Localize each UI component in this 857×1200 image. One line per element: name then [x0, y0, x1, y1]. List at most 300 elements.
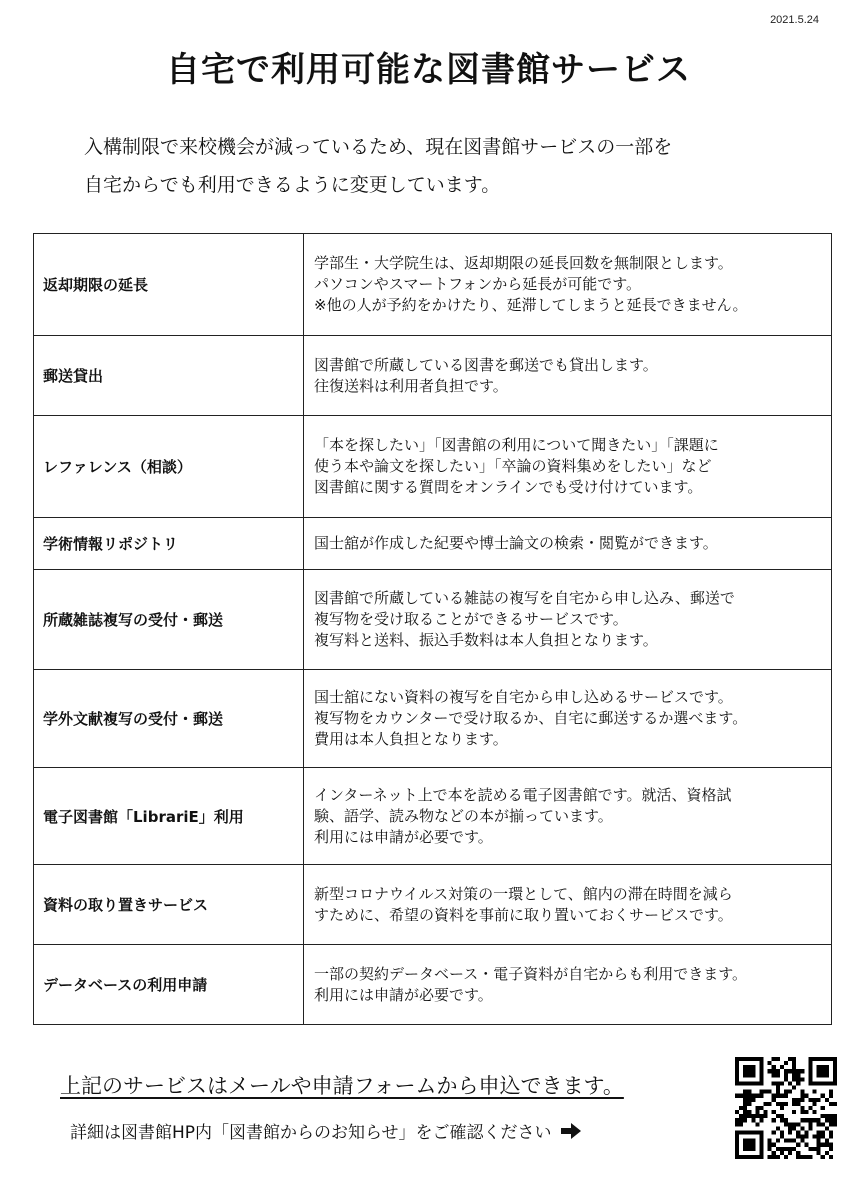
qr-module — [792, 1061, 796, 1065]
qr-module — [813, 1118, 817, 1122]
qr-module — [735, 1073, 739, 1077]
qr-module — [739, 1155, 743, 1159]
description-line: 複写料と送料、振込手数料は本人負担となります。 — [314, 631, 658, 649]
qr-module — [833, 1069, 837, 1073]
table-row — [34, 234, 832, 336]
qr-module — [808, 1057, 812, 1061]
qr-module — [829, 1155, 833, 1159]
qr-module — [808, 1147, 812, 1151]
qr-module — [735, 1135, 739, 1139]
qr-module — [772, 1069, 776, 1073]
description-line: 一部の契約データベース・電子資料が自宅からも利用できます。 — [314, 964, 748, 983]
qr-module — [743, 1110, 747, 1114]
qr-module — [755, 1122, 759, 1126]
qr-module — [813, 1102, 817, 1106]
qr-module — [804, 1155, 808, 1159]
description-line: 複写物を受け取ることができるサービスです。 — [314, 610, 628, 628]
qr-module — [808, 1126, 812, 1130]
service-description — [304, 768, 832, 865]
qr-module — [788, 1057, 792, 1061]
qr-module — [755, 1155, 759, 1159]
description-line: 国士舘にない資料の複写を自宅から申し込めるサービスです。 — [314, 688, 733, 706]
qr-module — [825, 1126, 829, 1130]
qr-module — [780, 1151, 784, 1155]
qr-module — [735, 1143, 739, 1147]
qr-module — [784, 1139, 788, 1143]
qr-module — [796, 1122, 800, 1126]
qr-module — [833, 1077, 837, 1081]
service-name: 郵送貸出 — [34, 336, 304, 416]
qr-module — [759, 1090, 763, 1094]
qr-module — [817, 1147, 821, 1151]
qr-module — [833, 1065, 837, 1069]
qr-module — [792, 1126, 796, 1130]
description-line: 図書館で所蔵している雑誌の複写を自宅から申し込み、郵送で — [314, 589, 735, 607]
qr-module — [768, 1143, 772, 1147]
qr-module — [735, 1081, 739, 1085]
table-row — [34, 416, 832, 518]
qr-module — [813, 1110, 817, 1114]
qr-module — [817, 1151, 821, 1155]
qr-module — [743, 1114, 747, 1118]
qr-module — [743, 1065, 747, 1069]
qr-module — [792, 1069, 796, 1073]
qr-module — [755, 1057, 759, 1061]
qr-module — [739, 1057, 743, 1061]
qr-module — [829, 1130, 833, 1134]
qr-module — [776, 1126, 780, 1130]
qr-module — [817, 1130, 821, 1134]
qr-module — [759, 1147, 763, 1151]
qr-module — [788, 1081, 792, 1085]
qr-module — [755, 1130, 759, 1134]
qr-module — [784, 1073, 788, 1077]
service-description — [304, 865, 832, 945]
qr-module — [735, 1147, 739, 1151]
qr-module — [776, 1057, 780, 1061]
qr-module — [747, 1139, 751, 1143]
qr-module — [759, 1065, 763, 1069]
qr-module — [784, 1147, 788, 1151]
qr-module — [772, 1073, 776, 1077]
service-name: 返却期限の延長 — [34, 234, 304, 336]
qr-module — [796, 1143, 800, 1147]
qr-module — [829, 1143, 833, 1147]
qr-module — [743, 1057, 747, 1061]
qr-module — [796, 1077, 800, 1081]
qr-module — [759, 1081, 763, 1085]
service-name: 資料の取り置きサービス — [34, 865, 304, 945]
qr-module — [735, 1118, 739, 1122]
qr-code-icon[interactable] — [735, 1057, 837, 1159]
service-name: 学術情報リポジトリ — [34, 518, 304, 570]
qr-module — [751, 1057, 755, 1061]
qr-module — [825, 1151, 829, 1155]
qr-module — [743, 1155, 747, 1159]
description-line: 「本を探したい」「図書館の利用について聞きたい」「課題に — [314, 436, 719, 454]
qr-module — [804, 1118, 808, 1122]
qr-module — [755, 1094, 759, 1098]
description-line: 図書館で所蔵している図書を郵送でも貸出します。 — [314, 355, 658, 374]
qr-module — [747, 1069, 751, 1073]
qr-module — [759, 1139, 763, 1143]
qr-module — [829, 1102, 833, 1106]
qr-module — [780, 1147, 784, 1151]
qr-module — [817, 1073, 821, 1077]
qr-module — [829, 1147, 833, 1151]
qr-module — [792, 1122, 796, 1126]
qr-module — [796, 1155, 800, 1159]
qr-module — [796, 1102, 800, 1106]
qr-module — [825, 1065, 829, 1069]
qr-module — [804, 1094, 808, 1098]
qr-module — [788, 1122, 792, 1126]
qr-module — [800, 1094, 804, 1098]
qr-module — [743, 1106, 747, 1110]
qr-module — [808, 1077, 812, 1081]
qr-module — [821, 1106, 825, 1110]
qr-module — [776, 1094, 780, 1098]
qr-module — [829, 1135, 833, 1139]
qr-module — [764, 1090, 768, 1094]
qr-module — [759, 1073, 763, 1077]
qr-module — [735, 1061, 739, 1065]
qr-module — [796, 1151, 800, 1155]
qr-module — [743, 1094, 747, 1098]
qr-module — [780, 1094, 784, 1098]
qr-module — [792, 1139, 796, 1143]
intro-line: 自宅からでも利用できるように変更しています。 — [84, 174, 501, 196]
qr-module — [825, 1139, 829, 1143]
qr-module — [735, 1069, 739, 1073]
qr-module — [747, 1094, 751, 1098]
qr-module — [800, 1069, 804, 1073]
qr-module — [735, 1077, 739, 1081]
qr-module — [821, 1135, 825, 1139]
qr-module — [772, 1130, 776, 1134]
qr-module — [751, 1130, 755, 1134]
qr-module — [804, 1143, 808, 1147]
service-name: 所蔵雑誌複写の受付・郵送 — [34, 570, 304, 670]
qr-module — [735, 1065, 739, 1069]
qr-module — [768, 1090, 772, 1094]
qr-module — [759, 1114, 763, 1118]
qr-module — [800, 1077, 804, 1081]
qr-module — [751, 1143, 755, 1147]
qr-module — [800, 1155, 804, 1159]
service-name: レファレンス（相談） — [34, 416, 304, 518]
qr-module — [821, 1122, 825, 1126]
qr-module — [743, 1147, 747, 1151]
qr-module — [739, 1081, 743, 1085]
qr-module — [772, 1094, 776, 1098]
qr-module — [829, 1114, 833, 1118]
qr-module — [768, 1069, 772, 1073]
qr-module — [817, 1098, 821, 1102]
service-name: 電子図書館「LibrariE」利用 — [34, 768, 304, 865]
qr-module — [743, 1098, 747, 1102]
qr-module — [776, 1081, 780, 1085]
description-line: 使う本や論文を探したい」「卒論の資料集めをしたい」など — [314, 457, 712, 475]
qr-module — [743, 1073, 747, 1077]
qr-module — [768, 1147, 772, 1151]
qr-module — [821, 1073, 825, 1077]
qr-module — [817, 1065, 821, 1069]
details-text: 詳細は図書館HP内「図書館からのお知らせ」をご確認ください — [70, 1123, 552, 1143]
qr-module — [739, 1122, 743, 1126]
qr-module — [813, 1147, 817, 1151]
qr-module — [817, 1069, 821, 1073]
qr-module — [772, 1065, 776, 1069]
qr-module — [808, 1069, 812, 1073]
qr-module — [776, 1147, 780, 1151]
qr-module — [808, 1061, 812, 1065]
qr-module — [784, 1118, 788, 1122]
qr-module — [768, 1061, 772, 1065]
qr-module — [743, 1081, 747, 1085]
document-date: 2021.5.24 — [770, 14, 819, 26]
qr-module — [829, 1057, 833, 1061]
description-line: 新型コロナウイルス対策の一環として、館内の滞在時間を減ら — [314, 884, 733, 903]
qr-module — [788, 1090, 792, 1094]
qr-module — [833, 1073, 837, 1077]
qr-module — [780, 1065, 784, 1069]
description-line: パソコンやスマートフォンから延長が可能です。 — [314, 275, 642, 293]
qr-module — [800, 1126, 804, 1130]
qr-module — [743, 1139, 747, 1143]
qr-module — [817, 1143, 821, 1147]
qr-module — [808, 1122, 812, 1126]
qr-module — [772, 1081, 776, 1085]
qr-module — [833, 1118, 837, 1122]
qr-module — [747, 1073, 751, 1077]
qr-module — [747, 1155, 751, 1159]
qr-module — [747, 1143, 751, 1147]
qr-module — [829, 1081, 833, 1085]
qr-module — [792, 1147, 796, 1151]
qr-module — [817, 1118, 821, 1122]
qr-module — [772, 1098, 776, 1102]
qr-module — [743, 1143, 747, 1147]
table-row — [34, 336, 832, 416]
qr-module — [776, 1114, 780, 1118]
service-description — [304, 945, 832, 1025]
qr-module — [743, 1130, 747, 1134]
service-description — [304, 336, 832, 416]
qr-module — [759, 1069, 763, 1073]
qr-module — [821, 1065, 825, 1069]
qr-module — [784, 1069, 788, 1073]
qr-module — [780, 1114, 784, 1118]
qr-module — [747, 1081, 751, 1085]
qr-module — [813, 1090, 817, 1094]
qr-module — [792, 1065, 796, 1069]
qr-module — [739, 1094, 743, 1098]
qr-module — [776, 1090, 780, 1094]
qr-module — [792, 1086, 796, 1090]
qr-module — [796, 1135, 800, 1139]
qr-module — [759, 1106, 763, 1110]
qr-module — [808, 1106, 812, 1110]
qr-module — [735, 1057, 739, 1061]
qr-module — [788, 1147, 792, 1151]
qr-module — [755, 1106, 759, 1110]
description-line: 国士舘が作成した紀要や博士論文の検索・閲覧ができます。 — [314, 534, 718, 552]
qr-module — [784, 1077, 788, 1081]
qr-module — [796, 1130, 800, 1134]
qr-module — [747, 1147, 751, 1151]
qr-module — [800, 1139, 804, 1143]
qr-module — [759, 1094, 763, 1098]
description-line: 利用には申請が必要です。 — [314, 827, 493, 846]
qr-module — [800, 1106, 804, 1110]
qr-module — [784, 1122, 788, 1126]
qr-module — [772, 1110, 776, 1114]
qr-module — [776, 1102, 780, 1106]
qr-module — [776, 1069, 780, 1073]
qr-module — [833, 1061, 837, 1065]
qr-module — [829, 1122, 833, 1126]
qr-module — [821, 1057, 825, 1061]
qr-module — [768, 1102, 772, 1106]
qr-module — [784, 1094, 788, 1098]
qr-module — [735, 1110, 739, 1114]
table-row — [34, 768, 832, 865]
qr-module — [747, 1057, 751, 1061]
qr-module — [788, 1130, 792, 1134]
description-line: 図書館に関する質問をオンラインでも受け付けています。 — [314, 478, 703, 496]
description-line: すために、希望の資料を事前に取り置いておくサービスです。 — [314, 905, 733, 924]
qr-module — [747, 1098, 751, 1102]
qr-module — [784, 1090, 788, 1094]
qr-module — [821, 1094, 825, 1098]
qr-module — [780, 1106, 784, 1110]
qr-module — [747, 1110, 751, 1114]
qr-module — [796, 1081, 800, 1085]
qr-module — [768, 1139, 772, 1143]
qr-module — [751, 1114, 755, 1118]
qr-module — [772, 1155, 776, 1159]
qr-module — [764, 1110, 768, 1114]
qr-module — [825, 1098, 829, 1102]
qr-module — [751, 1065, 755, 1069]
qr-module — [808, 1098, 812, 1102]
qr-module — [751, 1118, 755, 1122]
qr-module — [825, 1073, 829, 1077]
qr-module — [784, 1061, 788, 1065]
description-line: 費用は本人負担となります。 — [314, 730, 508, 748]
qr-module — [800, 1090, 804, 1094]
qr-module — [759, 1077, 763, 1081]
qr-module — [739, 1130, 743, 1134]
qr-module — [821, 1069, 825, 1073]
qr-module — [747, 1114, 751, 1118]
qr-module — [735, 1139, 739, 1143]
qr-module — [759, 1151, 763, 1155]
qr-module — [800, 1098, 804, 1102]
description-line: インターネット上で本を読める電子図書館です。就活、資格試 — [314, 785, 732, 804]
qr-module — [772, 1057, 776, 1061]
description-line: 利用には申請が必要です。 — [314, 985, 493, 1004]
qr-module — [751, 1098, 755, 1102]
qr-module — [821, 1130, 825, 1134]
service-description — [304, 416, 832, 518]
qr-module — [751, 1073, 755, 1077]
qr-module — [829, 1118, 833, 1122]
qr-module — [739, 1118, 743, 1122]
qr-module — [764, 1102, 768, 1106]
qr-module — [776, 1155, 780, 1159]
qr-module — [784, 1102, 788, 1106]
qr-module — [780, 1130, 784, 1134]
qr-module — [747, 1130, 751, 1134]
qr-module — [788, 1126, 792, 1130]
qr-module — [772, 1118, 776, 1122]
qr-module — [813, 1057, 817, 1061]
qr-module — [804, 1135, 808, 1139]
qr-module — [808, 1073, 812, 1077]
description-line: 往復送料は利用者負担です。 — [314, 376, 508, 395]
qr-module — [817, 1122, 821, 1126]
qr-module — [743, 1102, 747, 1106]
qr-module — [825, 1143, 829, 1147]
qr-module — [747, 1102, 751, 1106]
qr-module — [792, 1098, 796, 1102]
qr-module — [735, 1122, 739, 1126]
right-arrow-icon — [560, 1123, 582, 1139]
qr-module — [751, 1094, 755, 1098]
qr-module — [813, 1098, 817, 1102]
qr-module — [825, 1114, 829, 1118]
service-name: データベースの利用申請 — [34, 945, 304, 1025]
qr-module — [817, 1139, 821, 1143]
intro-line: 入構制限で来校機会が減っているため、現在図書館サービスの一部を — [84, 136, 673, 158]
qr-module — [792, 1102, 796, 1106]
qr-module — [788, 1151, 792, 1155]
qr-module — [804, 1110, 808, 1114]
qr-module — [833, 1081, 837, 1085]
qr-module — [759, 1135, 763, 1139]
qr-module — [755, 1110, 759, 1114]
service-description — [304, 570, 832, 670]
qr-module — [829, 1090, 833, 1094]
intro-paragraph — [84, 128, 804, 204]
qr-module — [813, 1081, 817, 1085]
qr-module — [755, 1114, 759, 1118]
qr-module — [833, 1122, 837, 1126]
services-table — [33, 233, 832, 1025]
qr-module — [800, 1118, 804, 1122]
qr-module — [800, 1135, 804, 1139]
qr-module — [743, 1090, 747, 1094]
qr-module — [739, 1114, 743, 1118]
qr-module — [821, 1114, 825, 1118]
qr-module — [792, 1057, 796, 1061]
qr-module — [829, 1094, 833, 1098]
table-row — [34, 518, 832, 570]
description-line: 学部生・大学院生は、返却期限の延長回数を無制限とします。 — [314, 254, 733, 272]
table-row — [34, 865, 832, 945]
details-notice — [70, 1118, 582, 1143]
service-name: 学外文献複写の受付・郵送 — [34, 670, 304, 768]
qr-module — [751, 1147, 755, 1151]
qr-module — [808, 1081, 812, 1085]
qr-module — [792, 1073, 796, 1077]
qr-module — [780, 1118, 784, 1122]
qr-module — [804, 1130, 808, 1134]
qr-module — [780, 1102, 784, 1106]
qr-module — [780, 1081, 784, 1085]
